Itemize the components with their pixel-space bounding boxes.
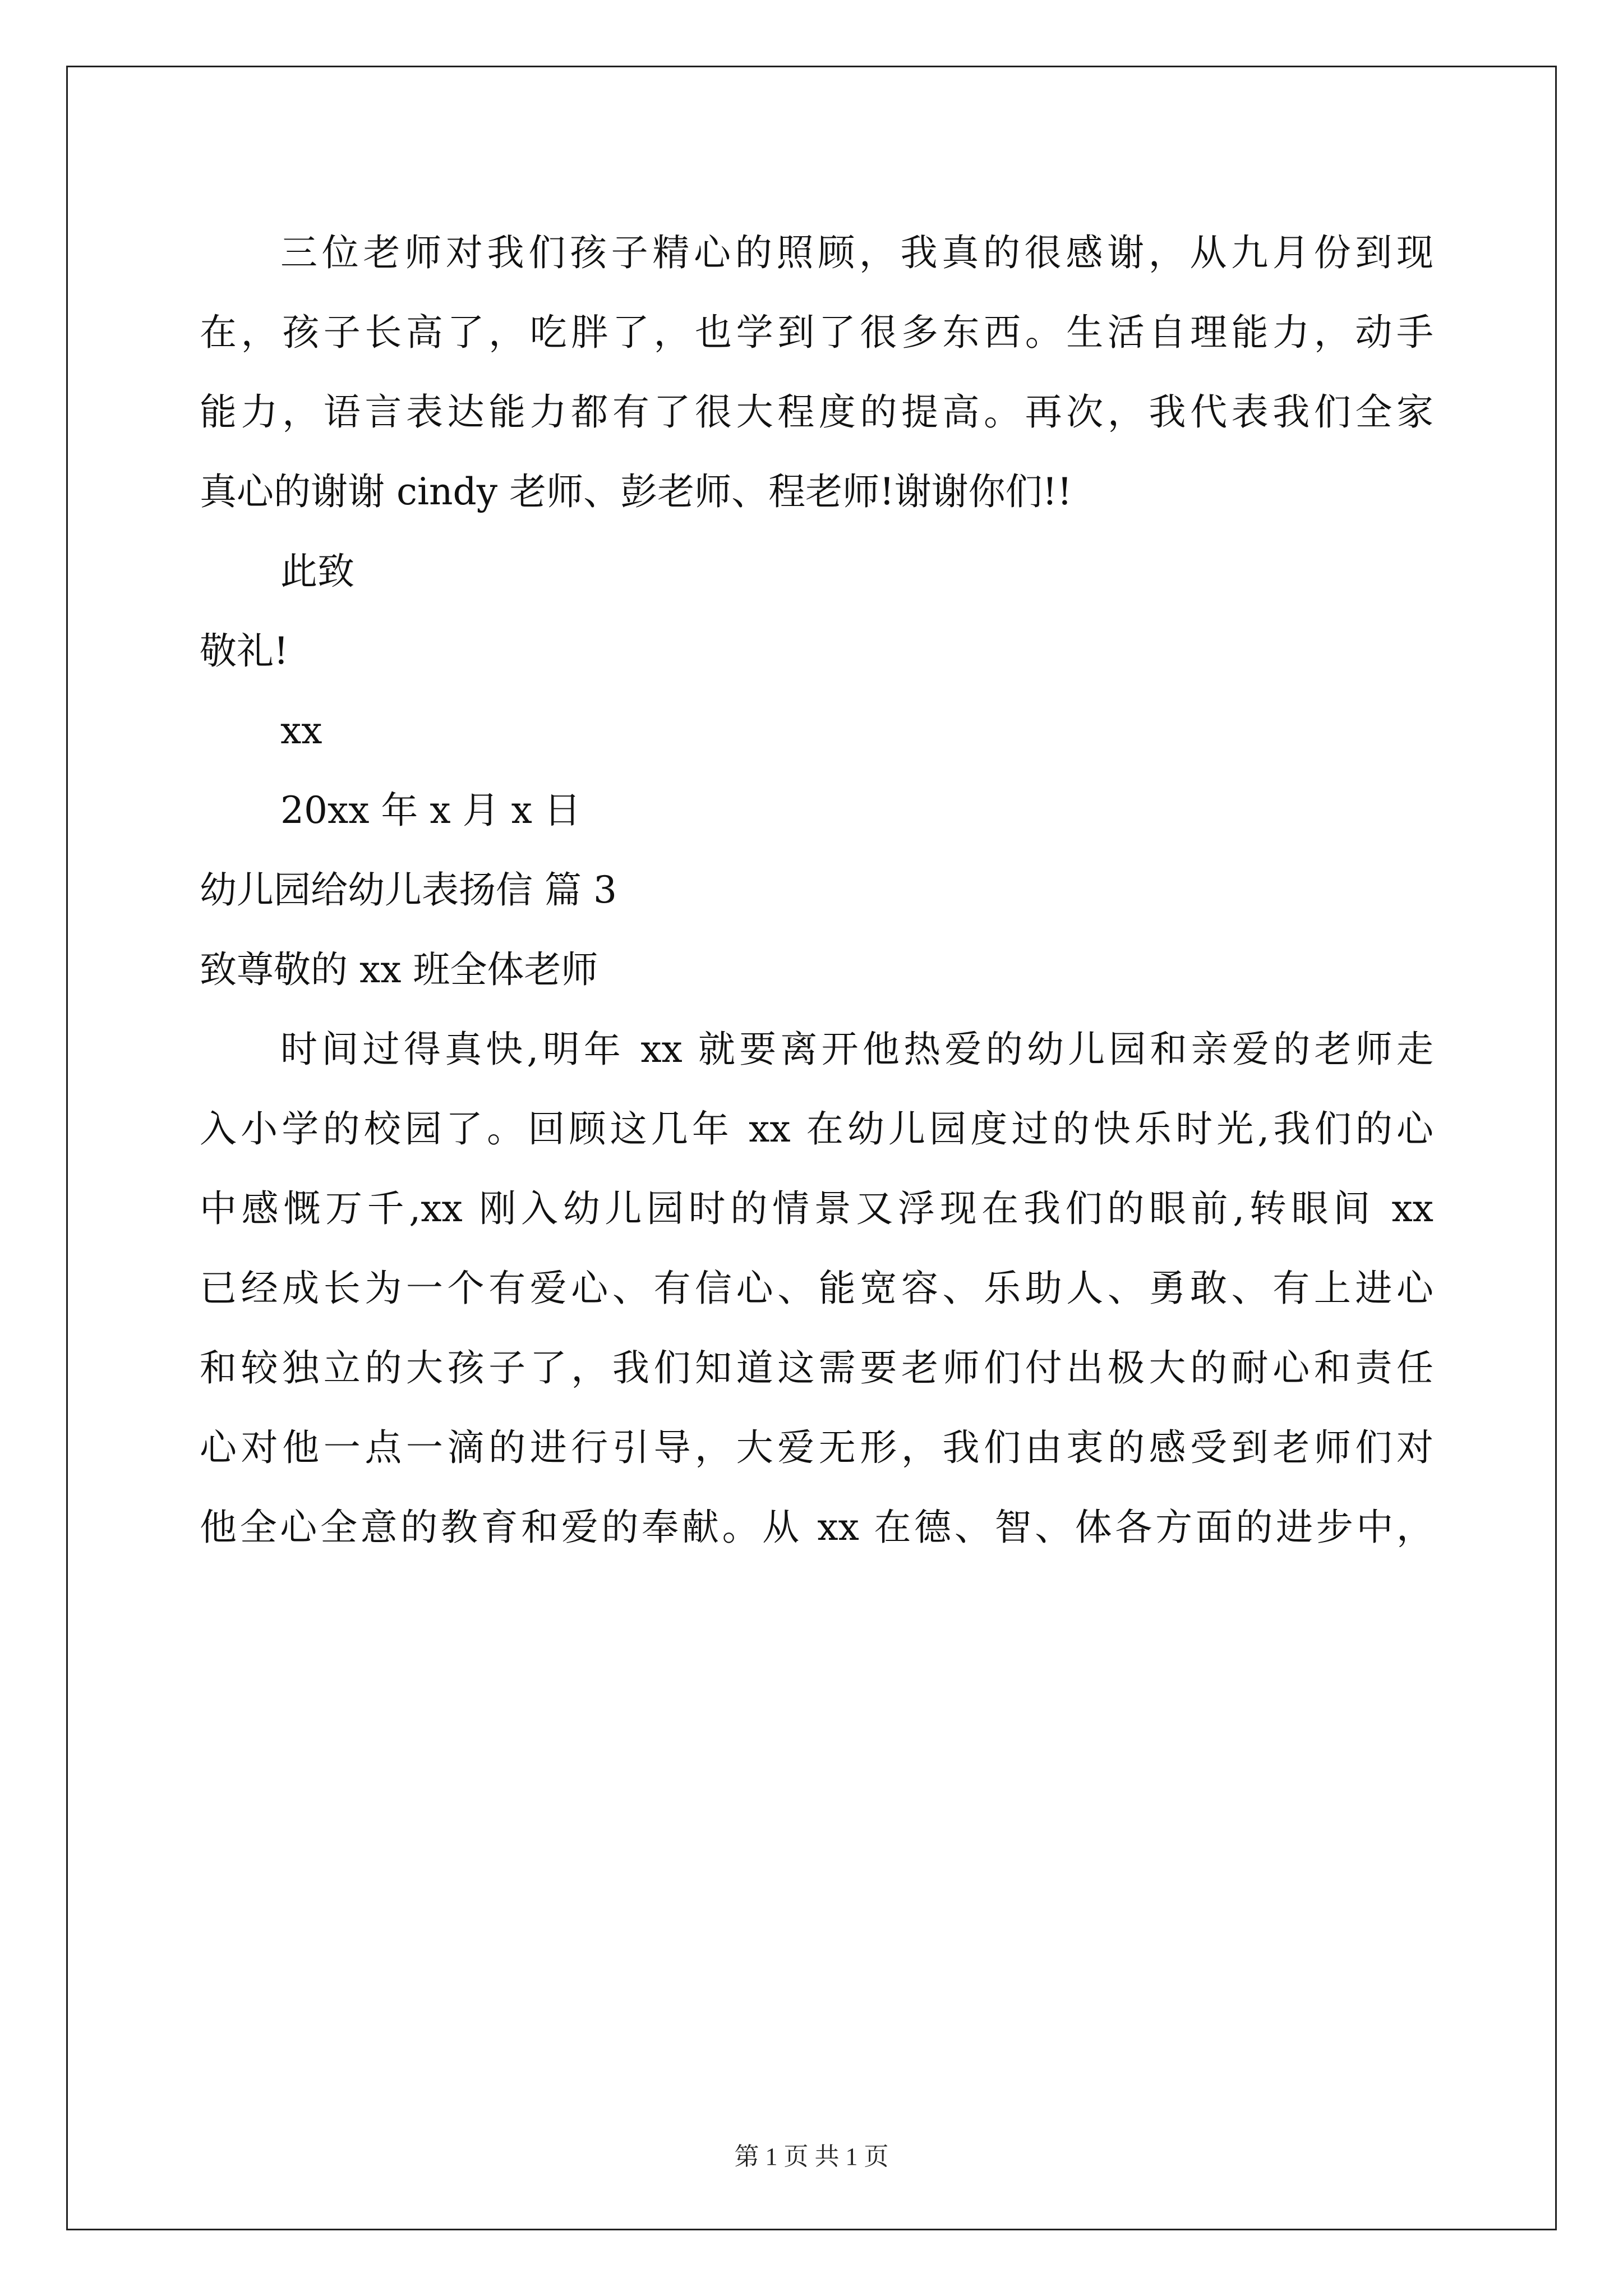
paragraph-line: 时间过得真快,明年 xx 就要离开他热爱的幼儿园和亲爱的老师走 (280, 1028, 1433, 1071)
paragraph-line: 已经成长为一个有爱心、有信心、能宽容、乐助人、勇敢、有上进心 (200, 1267, 1433, 1310)
section-heading: 幼儿园给幼儿表扬信 篇 3 (200, 868, 617, 912)
paragraph-line: 真心的谢谢 cindy 老师、彭老师、程老师!谢谢你们!! (200, 470, 1072, 513)
paragraph-line: 心对他一点一滴的进行引导，大爱无形，我们由衷的感受到老师们对 (200, 1426, 1433, 1469)
closing-line: 此致 (280, 550, 354, 593)
paragraph-line: 入小学的校园了。回顾这几年 xx 在幼儿园度过的快乐时光,我们的心 (200, 1107, 1433, 1151)
paragraph-line: 三位老师对我们孩子精心的照顾，我真的很感谢，从九月份到现 (280, 231, 1433, 274)
paragraph-line: 在，孩子长高了，吃胖了，也学到了很多东西。生活自理能力，动手 (200, 311, 1433, 354)
signature-date: 20xx 年 x 月 x 日 (280, 789, 581, 832)
signature-name: xx (280, 709, 322, 752)
paragraph-line: 中感慨万千,xx 刚入幼儿园时的情景又浮现在我们的眼前,转眼间 xx (200, 1187, 1433, 1230)
salutation-line: 敬礼! (200, 629, 289, 673)
page-footer: 第 1 页 共 1 页 (734, 2143, 889, 2170)
paragraph-line: 能力，语言表达能力都有了很大程度的提高。再次，我代表我们全家 (200, 390, 1433, 434)
recipient-line: 致尊敬的 xx 班全体老师 (200, 948, 598, 991)
paragraph-line: 和较独立的大孩子了，我们知道这需要老师们付出极大的耐心和责任 (200, 1346, 1433, 1389)
letter-body (200, 213, 1433, 1567)
paragraph-line: 他全心全意的教育和爱的奉献。从 xx 在德、智、体各方面的进步中， (200, 1506, 1433, 1549)
